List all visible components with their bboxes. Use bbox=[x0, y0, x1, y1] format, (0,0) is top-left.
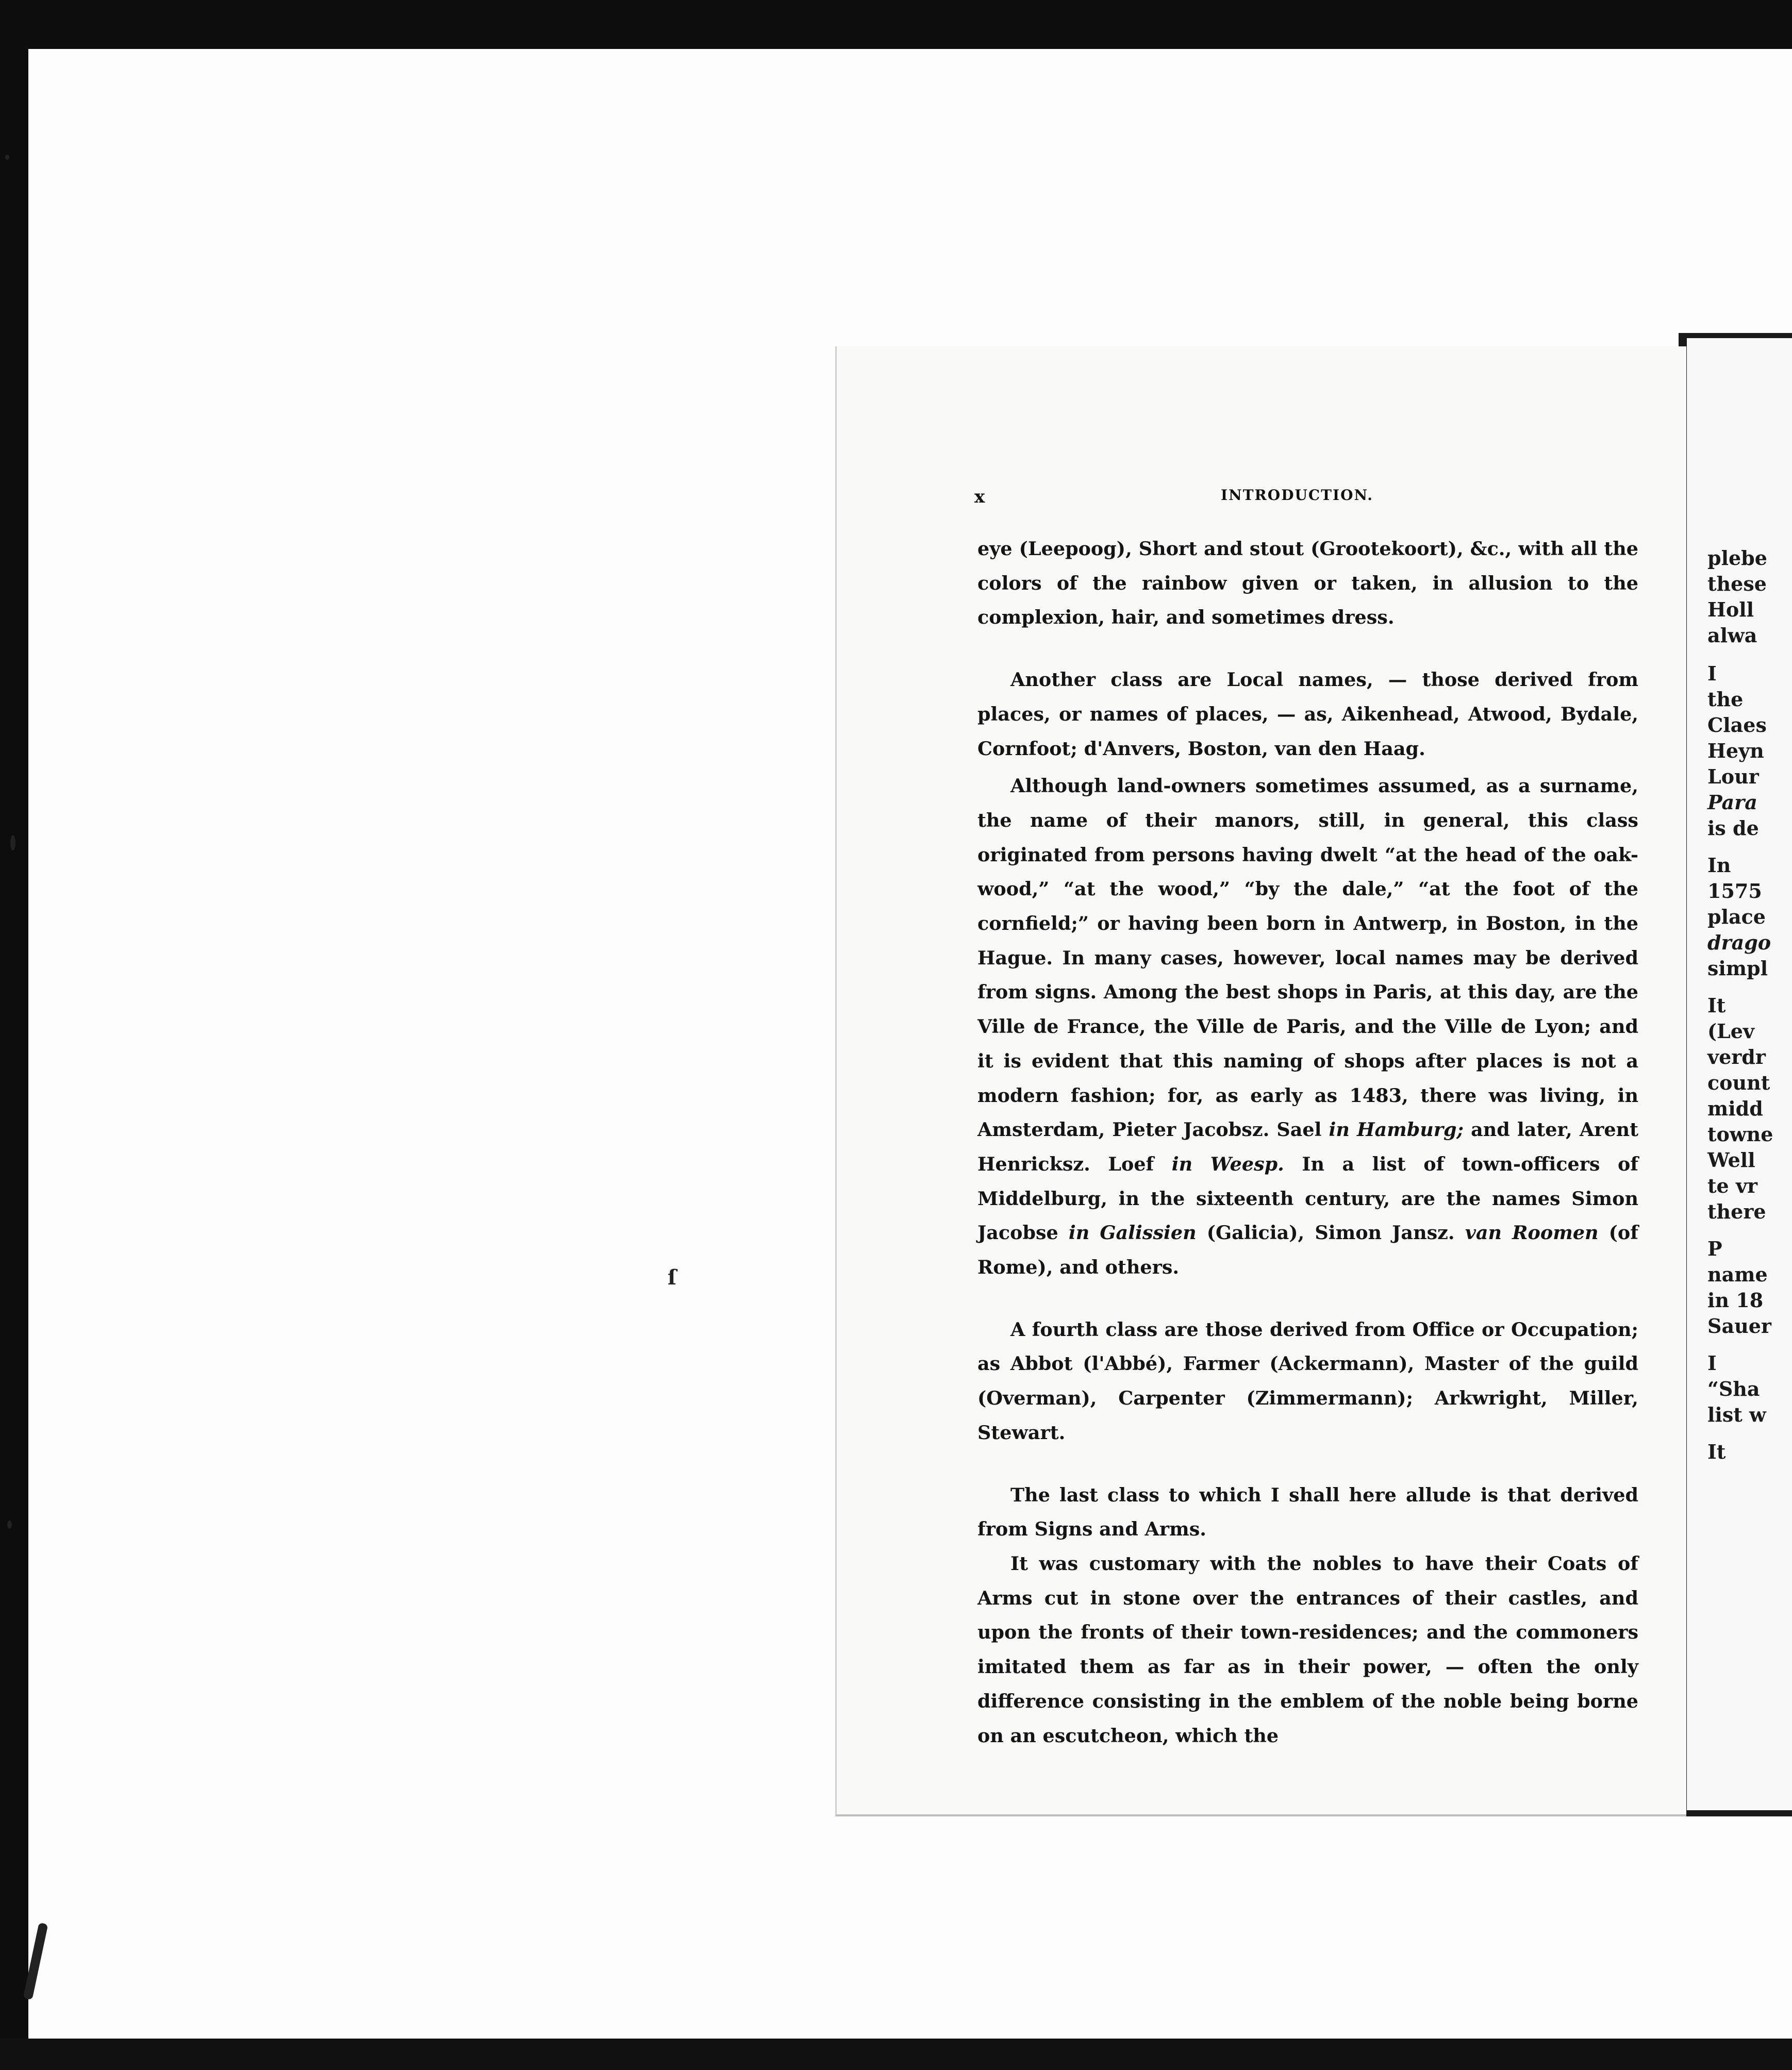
facing-page-border bbox=[1679, 333, 1792, 338]
facing-page-line: Para bbox=[1707, 791, 1757, 814]
facing-page-line: Sauer bbox=[1707, 1314, 1771, 1338]
paragraph bbox=[977, 532, 1638, 635]
scan-speck: ſ bbox=[668, 1265, 677, 1290]
facing-page-line: te vr bbox=[1707, 1174, 1758, 1197]
facing-page-line: Well bbox=[1707, 1148, 1755, 1172]
scan-bottom-edge bbox=[0, 2039, 1792, 2070]
facing-page-line: “Sha bbox=[1707, 1377, 1760, 1400]
italic-text-span: in Hamburg; bbox=[1329, 1119, 1464, 1141]
facing-page-line: In bbox=[1707, 854, 1731, 877]
facing-page-line: midd bbox=[1707, 1097, 1763, 1120]
facing-page-line: Lour bbox=[1707, 765, 1759, 788]
facing-page-line: place bbox=[1707, 905, 1766, 928]
facing-page-line: I bbox=[1707, 662, 1717, 685]
facing-page-line: is de bbox=[1707, 816, 1759, 840]
paragraph bbox=[977, 1313, 1638, 1450]
facing-page-line: plebe bbox=[1707, 546, 1767, 570]
text-span: (Galicia), Simon Jansz. bbox=[1196, 1222, 1465, 1244]
facing-page-line: Holl bbox=[1707, 598, 1754, 621]
facing-page-line: in 18 bbox=[1707, 1289, 1764, 1312]
facing-page-line: alwa bbox=[1707, 624, 1757, 647]
paragraph bbox=[977, 769, 1638, 1285]
text-span: eye (Leepoog), Short and stout (Grootekoort), &c., with all the colors of the rainbow given or taken, in allusion to the complexion, hair, and sometimes dress. bbox=[977, 538, 1638, 629]
text-span: Another class are Local names, — those derived from places, or names of places, — as, Aikenhead, Atwood, Bydale, Cornfoot; d'Anvers, Boston, van den Haag. bbox=[977, 669, 1638, 760]
scan-speck bbox=[5, 155, 9, 160]
paragraph bbox=[977, 1478, 1638, 1547]
text-span: and later, Arent Henricksz. Loef bbox=[977, 1119, 1638, 1175]
text-span: A fourth class are those derived from Office or Occupation; as Abbot (l'Abbé), Farmer (Ackermann), Master of the guild (Overman), Carpenter (Zimmermann); Arkwright, Miller, Stewart. bbox=[977, 1318, 1638, 1444]
page-number: x bbox=[974, 487, 985, 507]
body-text bbox=[977, 532, 1638, 1753]
italic-text-span: van Roomen bbox=[1465, 1222, 1599, 1244]
facing-page-line: P bbox=[1707, 1237, 1722, 1260]
facing-page bbox=[1687, 338, 1792, 1810]
facing-page-line: there bbox=[1707, 1200, 1766, 1223]
facing-page-line: these bbox=[1707, 572, 1767, 595]
facing-page-line: It bbox=[1707, 1440, 1726, 1463]
text-span: It was customary with the nobles to have their Coats of Arms cut in stone over the entrances of their castles, and upon the fronts of their town-residences; and the commoners imitated them as far as in their power, — often the only difference consisting in the emblem of the noble being borne on an escutcheon, which the bbox=[977, 1552, 1638, 1747]
facing-page-line: count bbox=[1707, 1071, 1770, 1094]
facing-page-line: list w bbox=[1707, 1403, 1766, 1426]
facing-page-line: simpl bbox=[1707, 957, 1768, 980]
facing-page-line: Heyn bbox=[1707, 739, 1764, 762]
italic-text-span: in Galissien bbox=[1068, 1222, 1197, 1244]
scan-speck bbox=[10, 835, 15, 850]
facing-page-line: drago bbox=[1707, 931, 1771, 954]
text-span: (of Rome), and others. bbox=[977, 1222, 1638, 1279]
running-head: INTRODUCTION. bbox=[1221, 487, 1374, 504]
facing-page-line: name bbox=[1707, 1263, 1768, 1286]
facing-page-line: (Lev bbox=[1707, 1020, 1754, 1043]
facing-page-line: towne bbox=[1707, 1123, 1773, 1146]
italic-text-span: in Weesp. bbox=[1171, 1153, 1284, 1175]
facing-page-line: verdr bbox=[1707, 1045, 1766, 1069]
text-span: Although land-owners sometimes assumed, as a surname, the name of their manors, still, in general, this class originated from persons having dwelt “at the head of the oak-wood,” “at the wood,” “by the dale,” “at the foot of the cornfield;” or having been born in Antwerp, in Boston, in the Hague. In many cases, however, local names may be derived from signs. Among the best shops in Paris, at this day, are the Ville de France, the Ville de Paris, and the Ville de Lyon; and it is evident that this naming of shops after places is not a modern fashion; for, as early as 1483, there was living, in Amsterdam, Pieter Jacobsz. Sael bbox=[977, 775, 1638, 1141]
facing-page-line: 1575 bbox=[1707, 879, 1762, 903]
facing-page-line: It bbox=[1707, 994, 1726, 1017]
text-span: The last class to which I shall here allude is that derived from Signs and Arms. bbox=[977, 1483, 1638, 1541]
paragraph bbox=[977, 663, 1638, 766]
facing-page-line: the bbox=[1707, 688, 1744, 711]
facing-page-line: Claes bbox=[1707, 713, 1767, 737]
paragraph bbox=[977, 1547, 1638, 1753]
facing-page-line: I bbox=[1707, 1351, 1717, 1375]
text-span: In a list of town-officers of Middelburg, in the sixteenth century, are the names Simon Jacobse bbox=[977, 1153, 1639, 1244]
scan-speck bbox=[7, 1521, 12, 1529]
